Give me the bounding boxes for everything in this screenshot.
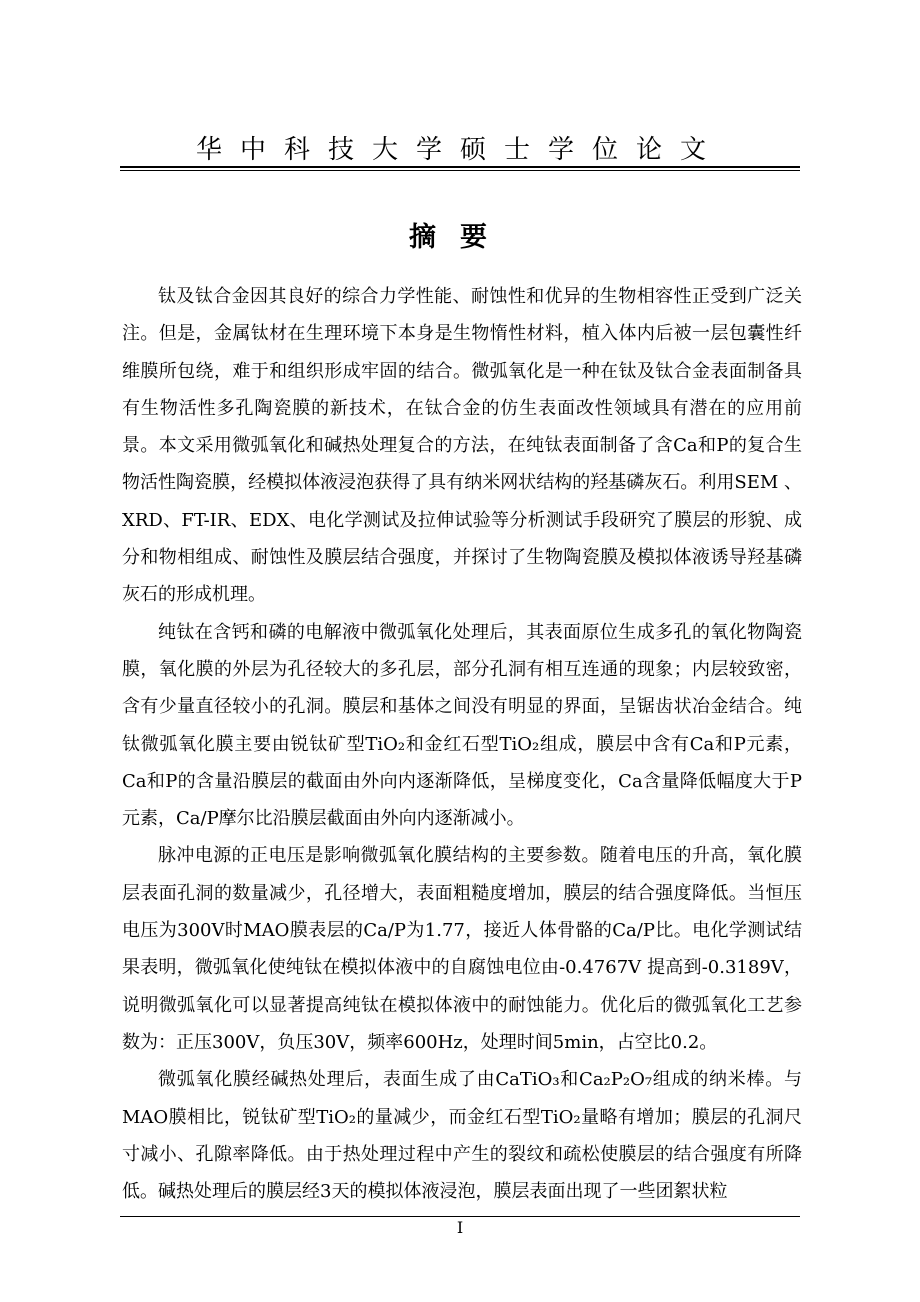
paragraph-1: 钛及钛合金因其良好的综合力学性能、耐蚀性和优异的生物相容性正受到广泛关注。但是，金属钛材在生理环境下本身是生物惰性材料，植入体内后被一层包囊性纤维膜所包绕，难于和组织形成牢固的结合。微弧氧化是一种在钛及钛合金表面制备具有生物活性多孔陶瓷膜的新技术，在钛合金的仿生表面改性领域具有潜在的应用前景。本文采用微弧氧化和碱热处理复合的方法，在纯钛表面制备了含Ca和P的复合生物活性陶瓷膜，经模拟体液浸泡获得了具有纳米网状结构的羟基磷灰石。利用SEM 、XRD、FT-IR、EDX、电化学测试及拉伸试验等分析测试手段研究了膜层的形貌、成分和物相组成、耐蚀性及膜层结合强度，并探讨了生物陶瓷膜及模拟体液诱导羟基磷灰石的形成机理。 <box>122 286 802 606</box>
header-rule-thick <box>120 166 800 168</box>
abstract-body <box>122 278 802 1210</box>
footer-rule <box>120 1216 800 1217</box>
section-title: 摘要 <box>409 222 511 253</box>
page-number: I <box>456 1218 464 1237</box>
header-rule-thin <box>120 170 800 171</box>
paragraph-2: 纯钛在含钙和磷的电解液中微弧氧化处理后，其表面原位生成多孔的氧化物陶瓷膜，氧化膜的外层为孔径较大的多孔层，部分孔洞有相互连通的现象；内层较致密，含有少量直径较小的孔洞。膜层和基体之间没有明显的界面，呈锯齿状冶金结合。纯钛微弧氧化膜主要由锐钛矿型TiO₂和金红石型TiO₂组成，膜层中含有Ca和P元素，Ca和P的含量沿膜层的截面由外向内逐渐降低，呈梯度变化，Ca含量降低幅度大于P元素，Ca/P摩尔比沿膜层截面由外向内逐渐减小。 <box>122 621 802 830</box>
running-header: 华中科技大学硕士学位论文 <box>195 135 724 165</box>
paragraph-4: 微弧氧化膜经碱热处理后，表面生成了由CaTiO₃和Ca₂P₂O₇组成的纳米棒。与MAO膜相比，锐钛矿型TiO₂的量减少，而金红石型TiO₂量略有增加；膜层的孔洞尺寸减小、孔隙率降低。由于热处理过程中产生的裂纹和疏松使膜层的结合强度有所降低。碱热处理后的膜层经3天的模拟体液浸泡，膜层表面出现了一些团絮状粒 <box>122 1069 802 1203</box>
paragraph-3: 脉冲电源的正电压是影响微弧氧化膜结构的主要参数。随着电压的升高，氧化膜层表面孔洞的数量减少，孔径增大，表面粗糙度增加，膜层的结合强度降低。当恒压电压为300V时MAO膜表层的Ca/P为1.77，接近人体骨骼的Ca/P比。电化学测试结果表明，微弧氧化使纯钛在模拟体液中的自腐蚀电位由-0.4767V 提高到-0.3189V，说明微弧氧化可以显著提高纯钛在模拟体液中的耐蚀能力。优化后的微弧氧化工艺参数为：正压300V，负压30V，频率600Hz，处理时间5min，占空比0.2。 <box>122 845 802 1053</box>
